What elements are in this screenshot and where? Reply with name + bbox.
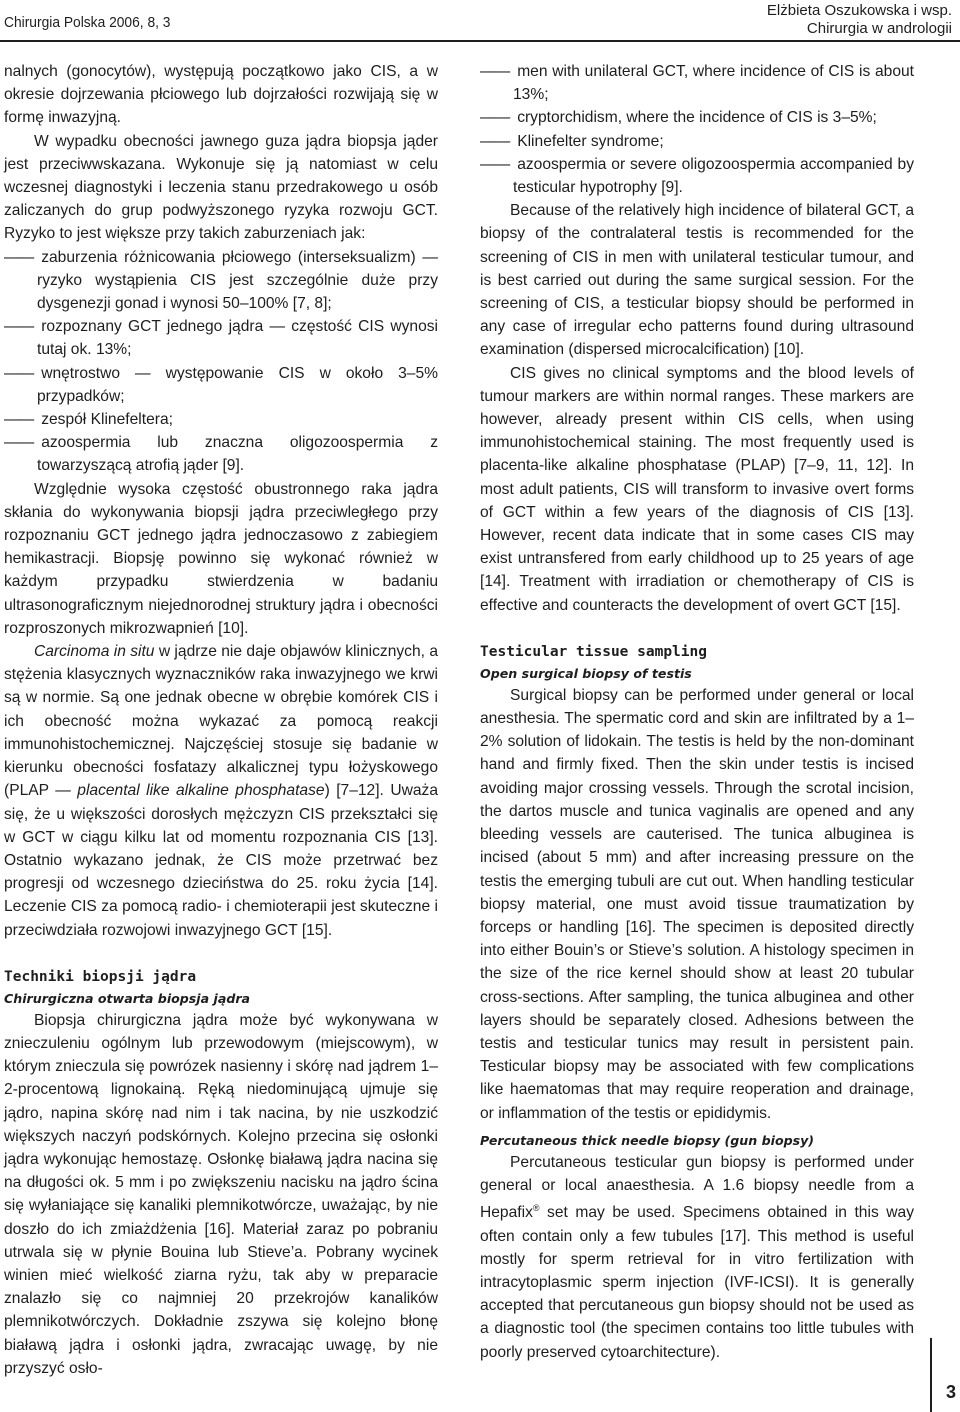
list-item: —— rozpoznany GCT jednego jądra — częstość CIS wynosi tutaj ok. 13%; <box>4 315 438 361</box>
italic-term: Carcinoma in situ <box>34 643 155 661</box>
list-item: —— cryptorchidism, where the incidence of CIS is 3–5%; <box>480 106 914 129</box>
list-item: —— azoospermia lub znaczna oligozoospermia z towarzyszącą atrofią jąder [9]. <box>4 431 438 477</box>
paragraph: Surgical biopsy can be performed under general or local anesthesia. The spermatic cord and skin are infiltrated by a 1–2% solution of lidokain. The testis is held by the non-dominant hand and firmly fixed. Then the skin under testis is incised avoiding major crossing vessels. Through the scrotal incision, the dartos muscle and tunica vaginalis are opened and any bleeding vessels are cauterised. The tunica albuginea is incised (about 5 mm) and after increasing pressure on the testis the emerging tubuli are cut out. When handling testicular biopsy material, one must avoid tissue traumatization by forceps or handling [16]. The specimen is deposited directly into either Bouin’s or Stieve’s solution. A histology specimen in the size of the rice kernel should show at least 20 tubular cross-sections. After sampling, the tunica albuginea and other layers should be separately closed. Adhesions between the testis and testicular tunics may result in persistent pain. Testicular biopsy may be associated with few complications like haematomas that may require reoperation and drainage, or inflammation of the testis or epididymis. <box>480 686 914 1122</box>
left-column <box>4 60 438 1380</box>
paragraph <box>480 1151 914 1364</box>
list-item: —— wnętrostwo — występowanie CIS w około 3–5% przypadków; <box>4 362 438 408</box>
paragraph: CIS gives no clinical symptoms and the blood levels of tumour markers are within normal ranges. These markers are however, already present within CIS cells, when using immunohistochemical staining. The most frequently used is placenta-like alkaline phosphatase (PLAP) [7–9, 11, 12]. In most adult patients, CIS will transform to invasive overt forms of GCT within a few years of the diagnosis of CIS [13]. However, recent data indicate that in some cases CIS may exist untransfered from early childhood up to 25 years of age [14]. Treatment with irradiation or chemotherapy of CIS is effective and counteracts the development of overt GCT [15]. <box>480 364 914 614</box>
list-item: —— zespół Klinefeltera; <box>4 408 438 431</box>
header-rule <box>0 40 960 42</box>
paragraph-text: set may be used. Specimens obtained in this way often contain only a few tubules [17]. This method is useful mostly for sperm retrieval for in vitro fertilization with intracytoplasmic sperm injection (IVF-ICSI). It is generally accepted that percutaneous gun biopsy should not be used as a diagnostic tool (the specimen contains too little tubules with poorly preserved cytoarchitecture). <box>480 1204 914 1361</box>
running-head-authors: Elżbieta Oszukowska i wsp. <box>766 2 952 19</box>
page-header <box>0 0 960 42</box>
paragraph: Because of the relatively high incidence of bilateral GCT, a biopsy of the contralateral testis is recommended for the screening of CIS in men with unilateral testicular tumour, and is best carried out during the same surgical session. For the screening of CIS, a testicular biopsy should be performed in any case of irregular echo patterns found during ultrasound examination (dispersed microcalcification) [10]. <box>480 202 914 359</box>
paragraph-text: ) [7–12]. Uważa się, że u większości dorosłych mężczyzn CIS przekształci się w GCT w ciągu kilku lat od momentu rozpoznania CIS [13]. Ostatnio wykazano jednak, że CIS może przetrwać bez progresji od wczesnego dzieciństwa do 25. roku życia [14]. Leczenie CIS za pomocą radio- i chemioterapii jest skuteczne i przeciwdziała rozwojowi inwazyjnego GCT [15]. <box>4 782 438 939</box>
section-heading: Testicular tissue sampling <box>480 643 707 660</box>
list-item: —— azoospermia or severe oligozoospermia accompanied by testicular hypotrophy [9]. <box>480 153 914 199</box>
paragraph-text: Percutaneous testicular gun biopsy is performed under general or local anaesthesia. A 1.6 biopsy needle from a Hepafix <box>480 1153 914 1222</box>
subsection-heading: Open surgical biopsy of testis <box>480 665 692 681</box>
paragraph: W wypadku obecności jawnego guza jądra biopsja jąder jest przeciwwskazana. Wykonuje się ją natomiast w celu wczesnej diagnostyki i leczenia stanu przedrakowego u osób zaliczanych do grup podwyższonego ryzyka rozwoju GCT. Ryzyko to jest większe przy takich zaburzeniach jak: <box>4 132 438 243</box>
paragraph: Biopsja chirurgiczna jądra może być wykonywana w znieczuleniu ogólnym lub przewodowym (miejscowym), w którym znieczula się powrózek nasienny i skórę nad jądrem 1–2-procentową lignokainą. Ręką niedominującą ujmuje się jądro, napina skórę nad nim i tak nacina, by nie uszkodzić większych naczyń podskórnych. Kolejno przecina się osłonki jądra wykonując hemostazę. Osłonkę białawą jądra nacina się na długości ok. 5 mm i po zwiększeniu nacisku na jądro ścina się wyłaniające się kanaliki plemnikotwórcze, uważając, by nie doszło do ich zmiażdżenia [16]. Materiał zaraz po pobraniu utrwala się w płynie Bouina lub Stieve’a. Pobrany wycinek winien mieć wielkość ziarna ryżu, tak aby w preparacie znalazło się co najmniej 20 przekrojów kanalików plemnikotwórczych. Dokładnie zszywa się kolejno błonę białawą jądra i osłonki jądra, zwracając uwagę, by nie przyszyć osło- <box>4 1011 438 1377</box>
margin-rule <box>930 1338 932 1412</box>
paragraph-text: w jądrze nie daje objawów klinicznych, a stężenia klasycznych wyznaczników raka inwazyjnego we krwi są w normie. Są one jednak obecne w obrębie komórek CIS i ich obecność można wykazać za pomocą reakcji immunohistochemicznej. Najczęściej stosuje się badanie w kierunku obecności fosfatazy alkalicznej typu łożyskowego (PLAP — <box>4 643 438 800</box>
journal-citation: Chirurgia Polska 2006, 8, 3 <box>4 14 171 31</box>
running-head <box>767 2 952 38</box>
page-number: 3 <box>946 1382 957 1402</box>
section-heading: Techniki biopsji jądra <box>4 968 197 985</box>
list-item: —— zaburzenia różnicowania płciowego (interseksualizm) — ryzyko wystąpienia CIS jest szczególnie duże przy dysgenezji gonad i wynosi 50–100% [7, 8]; <box>4 246 438 316</box>
list-item: —— men with unilateral GCT, where incidence of CIS is about 13%; <box>480 60 914 106</box>
right-column <box>480 60 914 1364</box>
italic-term: placental like alkaline phosphatase <box>77 782 325 800</box>
running-head-title: Chirurgia w andrologii <box>806 20 952 37</box>
paragraph <box>4 640 438 942</box>
paragraph: nalnych (gonocytów), występują początkowo jako CIS, a w okresie dojrzewania płciowego lub dojrzałości rozwijają się w formę inwazyjną. <box>4 63 438 127</box>
subsection-heading: Chirurgiczna otwarta biopsja jądra <box>4 990 251 1006</box>
subsection-heading: Percutaneous thick needle biopsy (gun biopsy) <box>480 1132 815 1148</box>
paragraph: Względnie wysoka częstość obustronnego raka jądra skłania do wykonywania biopsji jądra przeciwległego przy rozpoznaniu GCT jednego jądra jednoczasowo z zabiegiem hemikastracji. Biopsję powinno się wykonać również w każdym przypadku stwierdzenia w badaniu ultrasonograficznym niejednorodnej struktury jądra i obecności rozproszonych mikrozwapnień [10]. <box>4 480 438 637</box>
list-item: —— Klinefelter syndrome; <box>480 130 914 153</box>
registered-mark: ® <box>532 1203 540 1214</box>
